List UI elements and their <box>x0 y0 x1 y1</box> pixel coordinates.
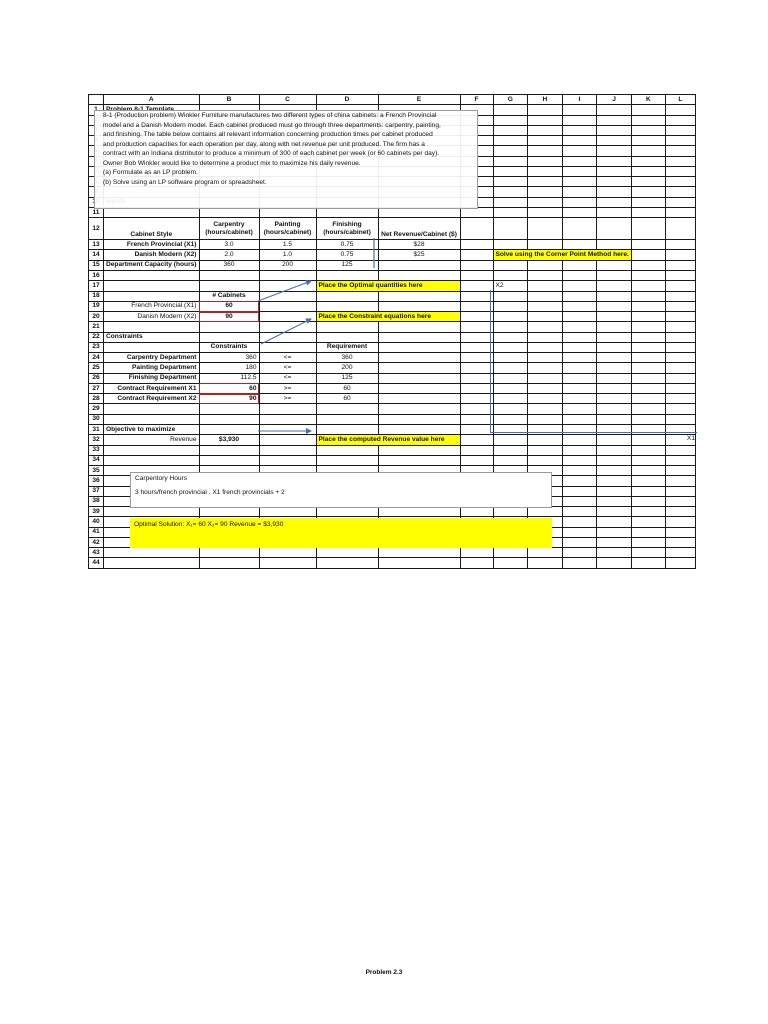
col-header[interactable]: B <box>199 95 259 105</box>
carpentry-hours-title: Carpentory Hours <box>135 475 188 482</box>
col-header[interactable]: J <box>597 95 632 105</box>
constraint-value[interactable]: 60 <box>199 383 259 393</box>
optimal-quantities-note[interactable]: Place the Optimal quantities here <box>316 281 460 291</box>
requirement-header[interactable]: Requirement <box>316 342 378 352</box>
page-footer: Problem 2.3 <box>365 969 403 976</box>
constraint-value[interactable]: 180 <box>199 363 259 373</box>
col-header[interactable]: F <box>460 95 493 105</box>
cab-dm-value[interactable]: 90 <box>199 312 259 322</box>
cab-fp-value[interactable]: 60 <box>199 301 259 311</box>
constraint-value[interactable]: 112.5 <box>199 373 259 383</box>
problem-line: Owner Bob Winkler would like to determine a product mix to maximize his daily revenue. <box>103 159 361 167</box>
constraint-op[interactable]: <= <box>259 373 316 383</box>
carpentry-hours-text: 3 hours/french provincial . X1 french provincials + 2 <box>135 489 285 496</box>
cell-cap-carpentry[interactable]: 360 <box>199 260 259 270</box>
constraint-label[interactable]: Carpentry Department <box>104 353 200 363</box>
revenue-value[interactable]: $3,930 <box>199 435 259 445</box>
col-header[interactable]: L <box>665 95 695 105</box>
cell-cap-painting[interactable]: 200 <box>259 260 316 270</box>
cab-dm-label[interactable]: Danish Modern (X2) <box>104 312 200 322</box>
col-header[interactable]: A <box>104 95 200 105</box>
problem-line: (a) Formulate as an LP problem. <box>103 169 198 176</box>
col-header[interactable]: I <box>562 95 597 105</box>
problem-line: 8-1 (Production problem) Winkler Furniture manufactures two different types of china cabinets: a French Provincial <box>103 112 437 119</box>
col-header[interactable]: G <box>493 95 528 105</box>
problem-line: contract with an Indiana distributor to produce a minimum of 300 of each cabinet per week (or 60 cabinets per day). <box>103 150 440 157</box>
problem-line: (b) Solve using an LP software program or spreadsheet. <box>103 178 267 186</box>
constraint-req[interactable]: 125 <box>316 373 378 383</box>
header-revenue[interactable]: Net Revenue/Cabinet ($) <box>378 218 460 240</box>
header-painting[interactable]: Painting (hours/cabinet) <box>259 218 316 240</box>
problem-line: model and a Danish Modern model. Each cabinet produced must go through three departments: carpentry, painting, <box>103 121 441 129</box>
constraint-label[interactable]: Finishing Department <box>104 373 200 383</box>
cab-fp-label[interactable]: French Provincial (X1) <box>104 301 200 311</box>
header-carpentry[interactable]: Carpentry (hours/cabinet) <box>199 218 259 240</box>
corner-point-graph-area[interactable] <box>490 290 697 442</box>
col-header[interactable]: C <box>259 95 316 105</box>
constraint-label[interactable]: Painting Department <box>104 363 200 373</box>
col-header[interactable]: D <box>316 95 378 105</box>
header-finishing[interactable]: Finishing (hours/cabinet) <box>316 218 378 240</box>
cell-fp-revenue[interactable]: $28 <box>378 240 460 250</box>
row-label-dm[interactable]: Danish Modern (X2) <box>104 250 200 260</box>
constraint-value[interactable]: 90 <box>199 394 259 404</box>
cell-fp-carpentry[interactable]: 3.0 <box>199 240 259 250</box>
constraint-label[interactable]: Contract Requirement X1 <box>104 383 200 393</box>
cell-dm-carpentry[interactable]: 2.0 <box>199 250 259 260</box>
cell-dm-revenue[interactable]: $25 <box>378 250 460 260</box>
column-header-row <box>89 95 696 105</box>
cell-dm-painting[interactable]: 1.0 <box>259 250 316 260</box>
axis-x1-label: X1 <box>686 435 695 442</box>
constraint-op[interactable]: >= <box>259 383 316 393</box>
cell-cap-finishing[interactable]: 125 <box>316 260 378 270</box>
constraint-req[interactable]: 60 <box>316 383 378 393</box>
col-header[interactable]: E <box>378 95 460 105</box>
header-cabinet-style[interactable]: Cabinet Style <box>104 218 200 240</box>
col-header[interactable]: H <box>528 95 563 105</box>
spreadsheet <box>88 94 696 567</box>
constraint-req[interactable]: 60 <box>316 394 378 404</box>
spreadsheet-grid: A B C D E F G H I J K L 11 12 Cabinet Style Carpentry (hours/cabinet) Painting (hours/cabinet) Finishing (hours/cabinet) Net Revenue/Cabinet ($) 13 French Provincial (X1) 3.0 1.5 0.75 $28 14 Danish Modern (X2) 2.0 1.0 0.75 $25 Solve using the Corner Point Method here. 15 Department Capacity (hours) 360 200 125 16 17 Place the Optimal quantities here X2 18 # Cabinets 19 French Provincial (X1) 60 20 Danish Modern (X2) 90 Place the Constraint equations here 21 22 Constraints 23 Constraints Requirement 24 Carpentry Department 360 <= 360 25 Painting Department 180 <= 200 26 Finishing Department 112.5 <= 125 27 Contract Requirement X1 60 >= 60 28 Contract Requirement X2 90 >= 60 29 30 31 Objective to maximize 32 Revenue $3,930 Place the computed Revenue value here 33 34 35 36 37 38 39 40 41 42 43 44 <box>88 94 696 569</box>
axis-x2-label: X2 <box>493 281 528 291</box>
constraint-label[interactable]: Contract Requirement X2 <box>104 394 200 404</box>
cell-fp-finishing[interactable]: 0.75 <box>316 240 378 250</box>
row-label-fp[interactable]: French Provincial (X1) <box>104 240 200 250</box>
revenue-label[interactable]: Revenue <box>104 435 200 445</box>
constraints-label[interactable]: Constraints <box>104 332 200 342</box>
constraints-header[interactable]: Constraints <box>199 342 259 352</box>
cell-fp-painting[interactable]: 1.5 <box>259 240 316 250</box>
row-label-capacity[interactable]: Department Capacity (hours) <box>104 260 200 270</box>
constraint-op[interactable]: <= <box>259 363 316 373</box>
corner-point-note[interactable]: Solve using the Corner Point Method here. <box>493 250 631 260</box>
constraint-value[interactable]: 360 <box>199 353 259 363</box>
cell-dm-finishing[interactable]: 0.75 <box>316 250 378 260</box>
problem-line: and finishing. The table below contains all relevant information concerning production times per cabinet produced <box>103 131 433 138</box>
col-header[interactable]: K <box>631 95 665 105</box>
cabinets-header[interactable]: # Cabinets <box>199 291 259 301</box>
revenue-note[interactable]: Place the computed Revenue value here <box>316 435 460 445</box>
constraint-op[interactable]: >= <box>259 394 316 404</box>
optimal-solution-box[interactable]: Optimal Solution: X₁= 60 X₂= 90 Revenue = $3,930 <box>130 518 552 548</box>
constraint-req[interactable]: 200 <box>316 363 378 373</box>
corner-cell[interactable] <box>89 95 104 105</box>
carpentry-hours-box[interactable] <box>130 472 552 508</box>
objective-label[interactable]: Objective to maximize <box>104 424 200 434</box>
constraint-op[interactable]: <= <box>259 353 316 363</box>
constraint-equations-note[interactable]: Place the Constraint equations here <box>316 312 460 322</box>
problem-line: and production capacities for each operation per day, along with net revenue per unit produced. The firm has a <box>103 140 425 148</box>
problem-text-box[interactable] <box>94 110 478 209</box>
constraint-req[interactable]: 360 <box>316 353 378 363</box>
